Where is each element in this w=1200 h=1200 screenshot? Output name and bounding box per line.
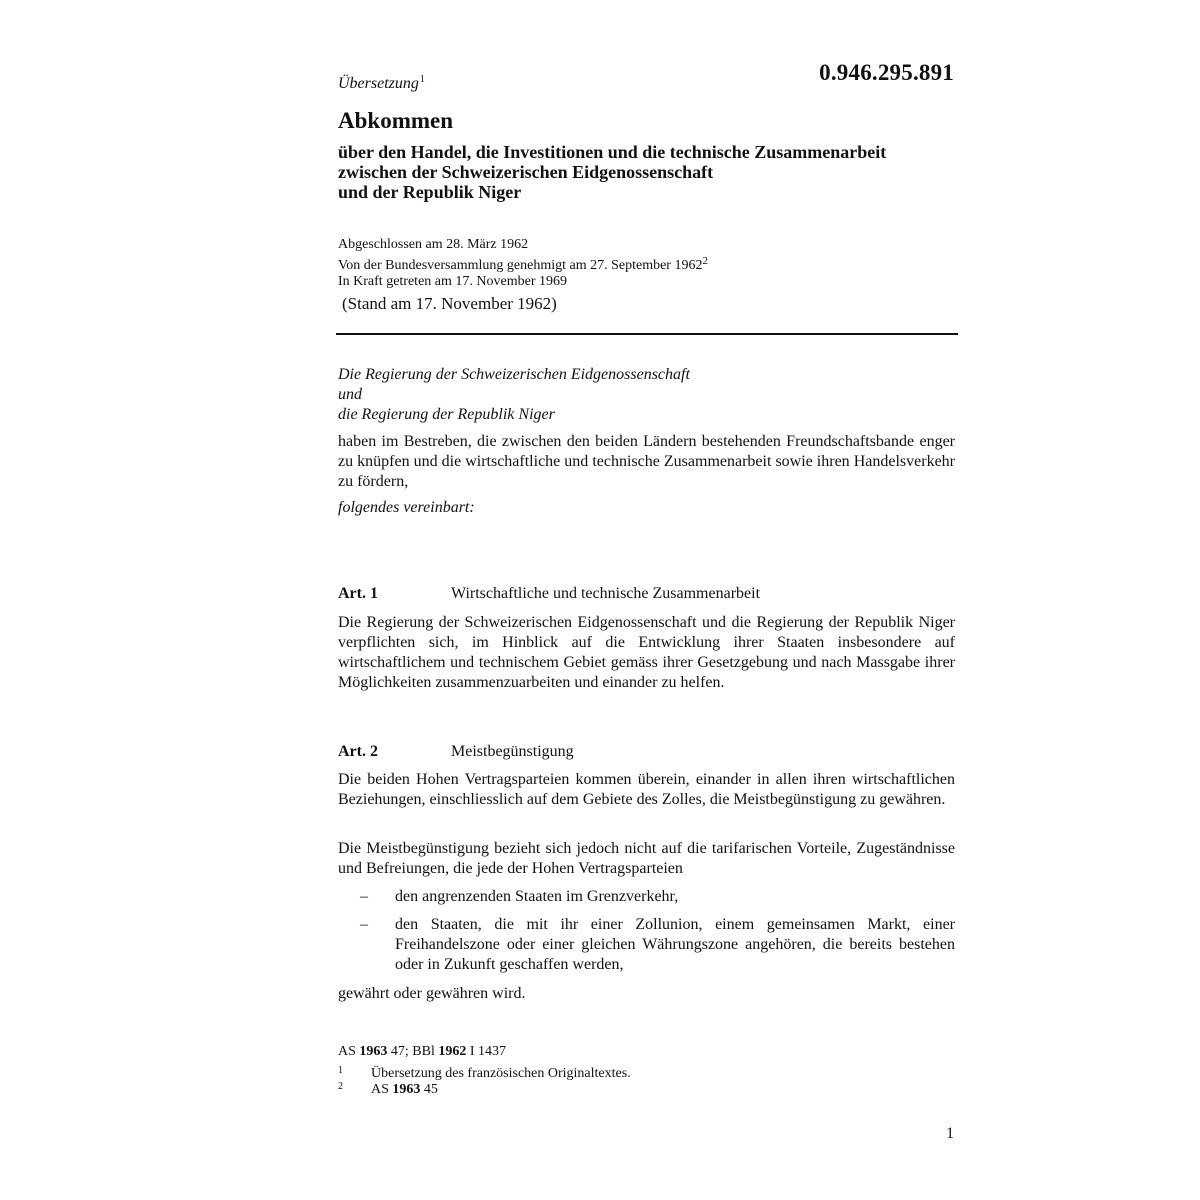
list-item — [338, 887, 955, 907]
footnote-number: 1 — [338, 1065, 343, 1076]
list-item — [338, 915, 955, 977]
article-number: Art. 1 — [338, 585, 378, 602]
article-title: Meistbegünstigung — [451, 743, 574, 760]
article-paragraph: Die Meistbegünstigung bezieht sich jedoch nicht auf die tarifarischen Vorteile, Zugeständnisse und Befreiungen, die jede der Hohen Vertragsparteien — [338, 840, 955, 877]
list-item-text: den angrenzenden Staaten im Grenzverkehr, — [395, 888, 679, 905]
party-line: die Regierung der Republik Niger — [338, 406, 555, 423]
document-metadata — [338, 237, 708, 290]
header-divider — [336, 333, 958, 335]
dash-marker: – — [360, 916, 368, 933]
status-date: (Stand am 17. November 1962) — [342, 294, 557, 313]
translation-label: Übersetzung$^1$ — [338, 74, 425, 92]
article-closing: gewährt oder gewähren wird. — [338, 985, 526, 1002]
subtitle-line: und der Republik Niger — [338, 182, 522, 202]
document-title: Abkommen — [338, 108, 454, 133]
footnote-ref[interactable]: 2 — [702, 255, 708, 267]
subtitle-line: zwischen der Schweizerischen Eidgenossenschaft — [338, 162, 714, 182]
article-heading — [338, 584, 955, 604]
article-paragraph: Die Regierung der Schweizerischen Eidgenossenschaft und die Regierung der Republik Niger verpflichten sich, im Hinblick auf die Entwicklung ihrer Staaten insbesondere auf wirtschaftlichem und technischem Gebiet gemäss ihrer Gesetzgebung und nach Massgabe ihrer Möglichkeiten zusammenzuarbeiten und einander zu helfen. — [338, 614, 955, 691]
party-line: Die Regierung der Schweizerischen Eidgenossenschaft — [338, 366, 690, 383]
footnote-ref[interactable]: 1 — [419, 74, 425, 85]
source-reference: AS 1963 47; BBl 1962 I 1437 — [338, 1044, 507, 1059]
article-number: Art. 2 — [338, 743, 378, 760]
footnote-number: 2 — [338, 1081, 343, 1092]
subtitle-line: über den Handel, die Investitionen und die technische Zusammenarbeit — [338, 142, 887, 162]
footnote-text: AS 1963 45 — [371, 1082, 438, 1097]
in-force-date: In Kraft getreten am 17. November 1969 — [338, 274, 567, 289]
article-heading — [338, 742, 955, 762]
article-title: Wirtschaftliche und technische Zusammenarbeit — [451, 585, 761, 602]
party-line: und — [338, 386, 362, 403]
page-number: 1 — [946, 1125, 954, 1142]
preamble-body: haben im Bestreben, die zwischen den beiden Ländern bestehenden Freundschaftsbande enger zu knüpfen und die wirtschaftliche und technische Zusammenarbeit sowie ihren Handelsverkehr zu fördern, — [338, 433, 955, 490]
preamble-parties — [338, 365, 690, 425]
concluded-date: Abgeschlossen am 28. März 1962 — [338, 237, 529, 252]
footnote — [338, 1066, 938, 1082]
list-item-text: den Staaten, die mit ihr einer Zollunion, einem gemeinsamen Markt, einer Freihandelszone oder einer gleichen Währungszone angehören, die bereits bestehen oder in Zukunft geschaffen werden, — [395, 916, 955, 973]
preamble-closing: folgendes vereinbart: — [338, 499, 475, 516]
document-subtitle — [338, 142, 978, 202]
footnote — [338, 1082, 938, 1098]
footnote-text: Übersetzung des französischen Originaltextes. — [371, 1066, 631, 1081]
dash-marker: – — [360, 888, 368, 905]
approval-date: Von der Bundesversammlung genehmigt am 27. September 1962$^2$ — [338, 255, 708, 273]
article-paragraph: Die beiden Hohen Vertragsparteien kommen überein, einander in allen ihren wirtschaftlichen Beziehungen, einschliesslich auf dem Gebiete des Zolles, die Meistbegünstigung zu gewähren. — [338, 771, 955, 808]
sr-number: 0.946.295.891 — [819, 60, 954, 85]
